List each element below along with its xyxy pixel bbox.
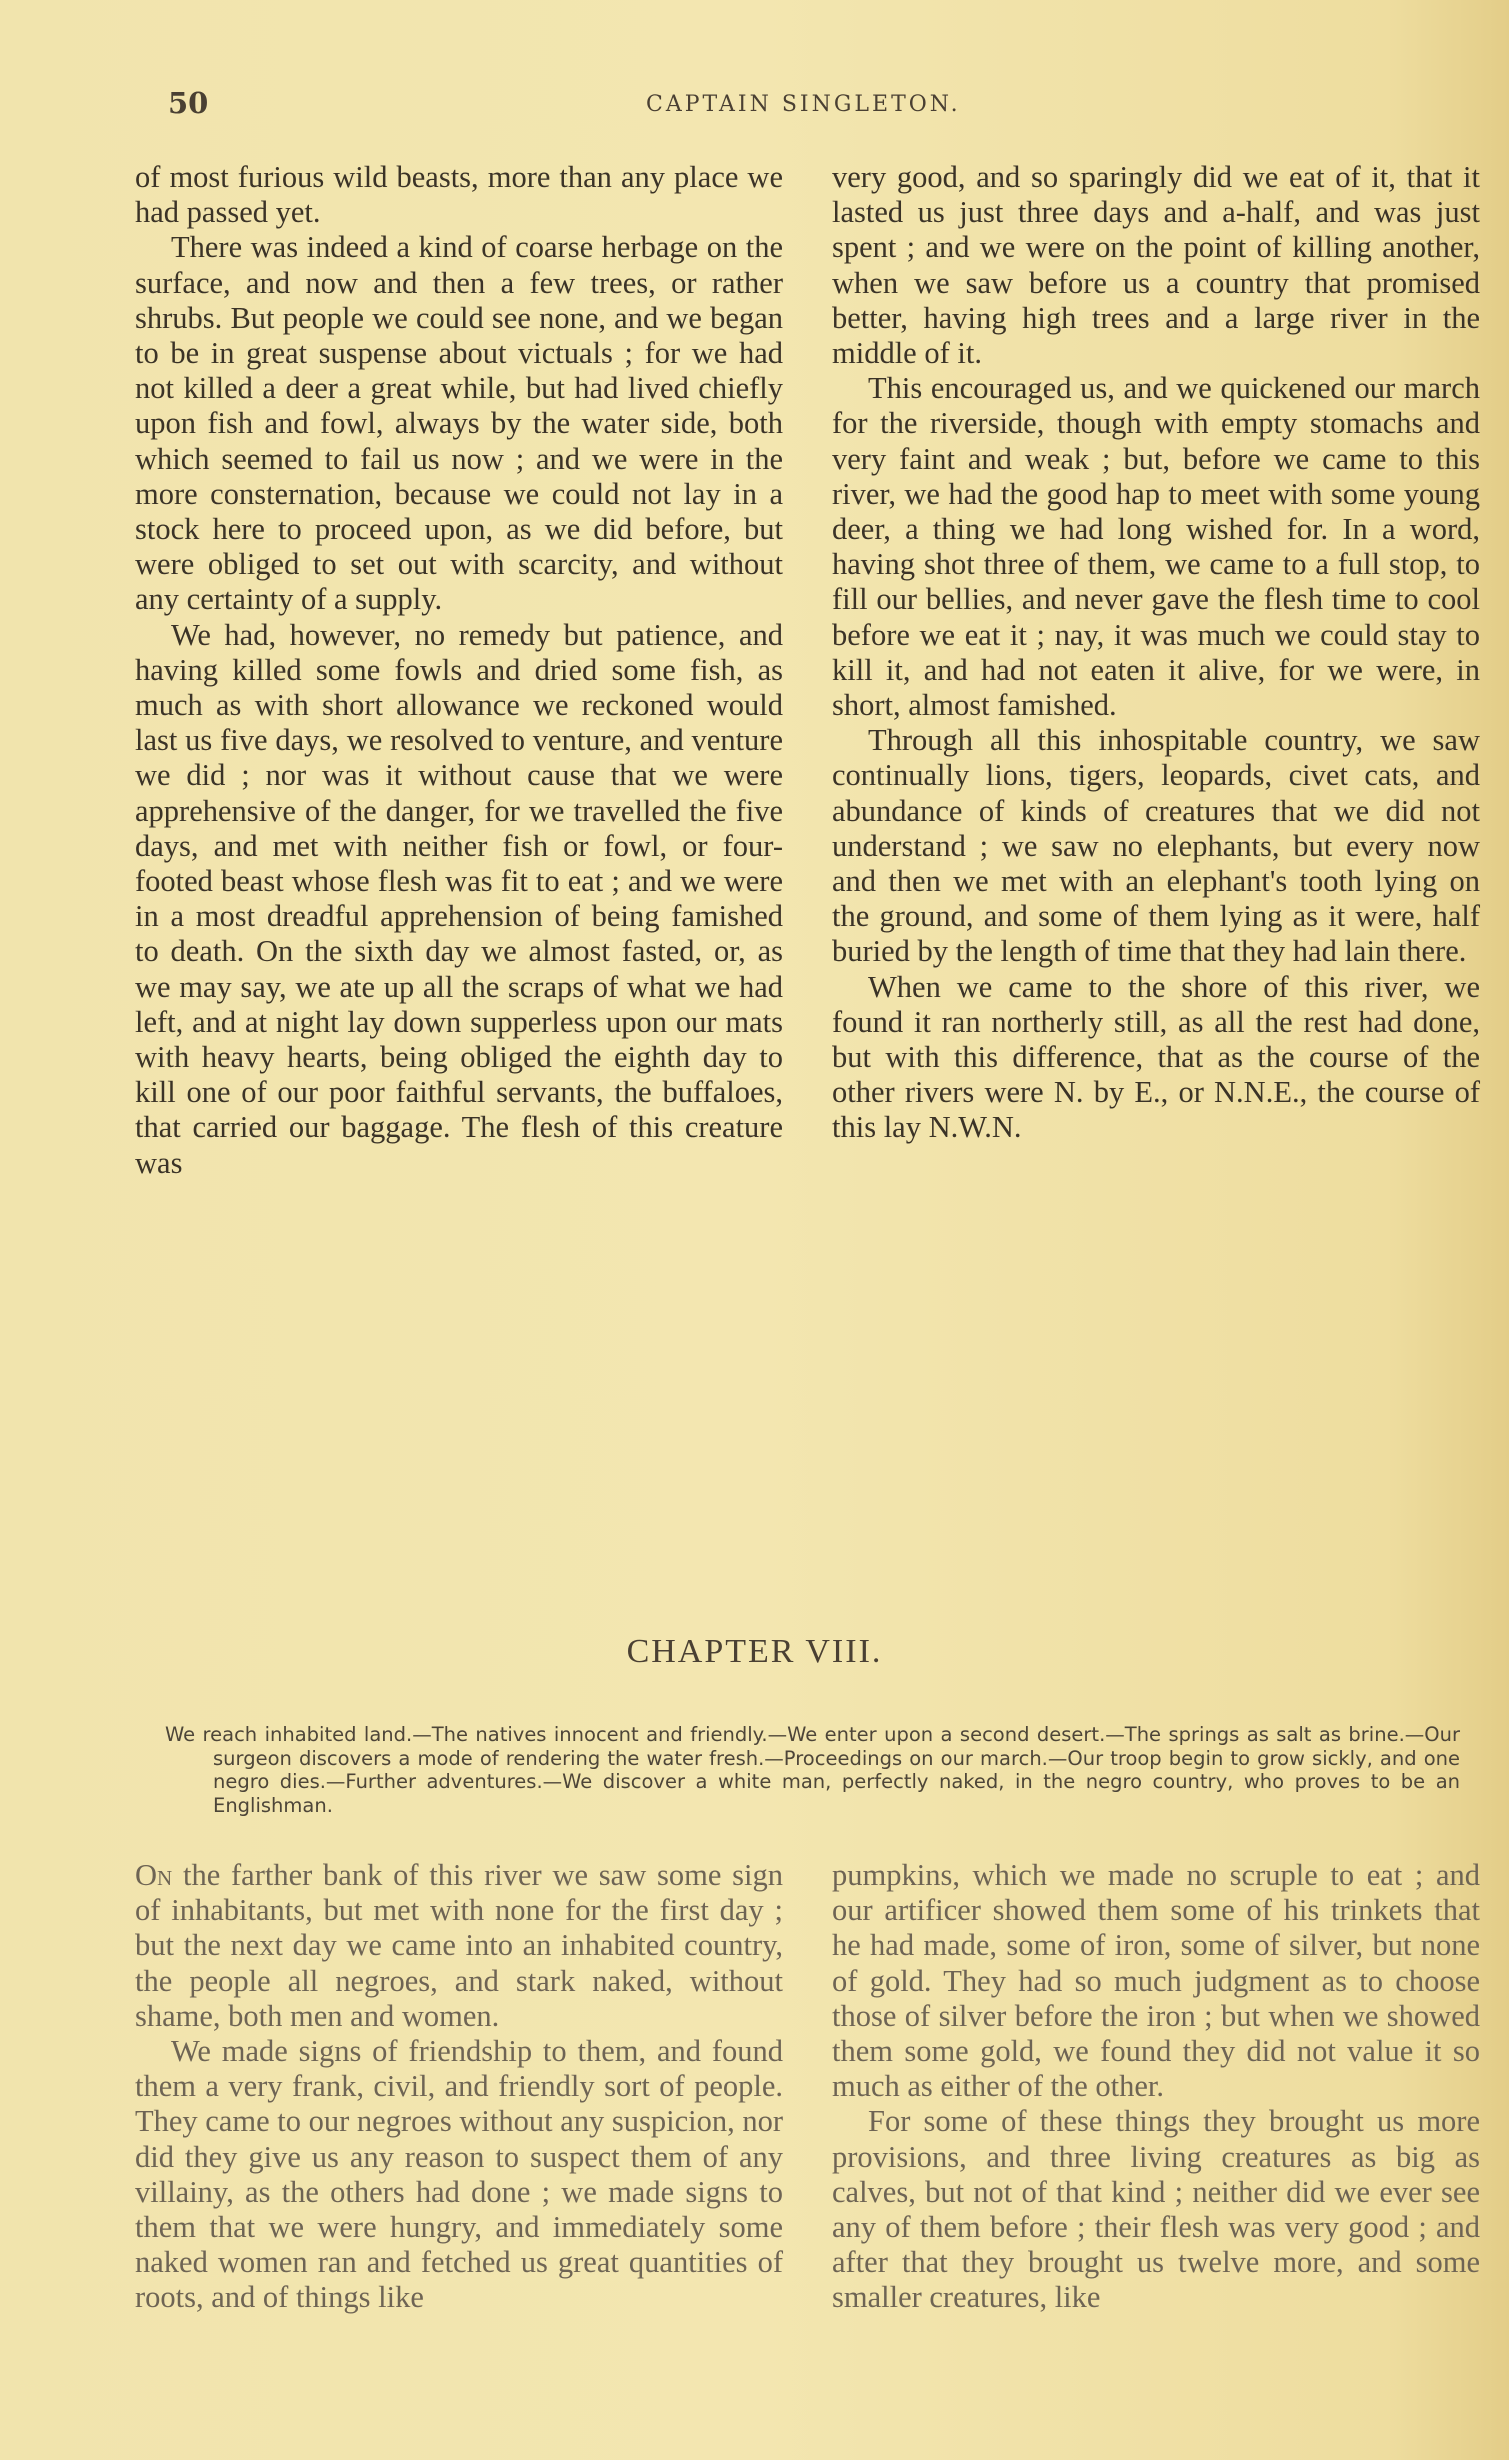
drop-word: On xyxy=(135,1858,173,1892)
chapter-title: CHAPTER VIII. xyxy=(626,1633,883,1670)
top-left-column xyxy=(135,160,783,1181)
paragraph: For some of these things they brought us more provisions, and three living creatures as big as calves, but not of that kind ; neither did we ever see any of them before ; their flesh was very good ; and after that they brought us twelve more, and some smaller creatures, like xyxy=(832,2104,1480,2315)
bottom-left-column xyxy=(135,1858,783,2316)
chapter-summary xyxy=(165,1723,1460,1817)
page-header xyxy=(168,86,1479,126)
top-right-column xyxy=(832,160,1480,1146)
paragraph: very good, and so sparingly did we eat of it, that it lasted us just three days and a-half, and was just spent ; and we were on the point of killing another, when we saw before us a country that promised better, having high trees and a large river in the middle of it. xyxy=(832,160,1480,371)
bottom-right-column xyxy=(832,1858,1480,2316)
paragraph-text: the farther bank of this river we saw some sign of inhabitants, but met with none for the first day ; but the next day we came into an inhabited country, the people all negroes, and stark naked, without shame, both men and women. xyxy=(135,1858,783,2033)
paragraph: pumpkins, which we made no scruple to eat ; and our artificer showed them some of his trinkets that he had made, some of iron, some of silver, but none of gold. They had so much judgment as to choose those of silver before the iron ; but when we showed them some gold, we found they did not value it so much as either of the other. xyxy=(832,1858,1480,2104)
paragraph: We made signs of friendship to them, and found them a very frank, civil, and friendly sort of people. They came to our negroes without any suspicion, nor did they give us any reason to suspect them of any villainy, as the others had done ; we made signs to them that we were hungry, and immediately some naked women ran and fetched us great quantities of roots, and of things like xyxy=(135,2034,783,2315)
paragraph: of most furious wild beasts, more than any place we had passed yet. xyxy=(135,160,783,230)
chapter-summary-text: We reach inhabited land.—The natives innocent and friendly.—We enter upon a second desert.—The springs as salt as brine.—Our surgeon discovers a mode of rendering the water fresh.—Proceedings on our march.—Our troop begin to grow sickly, and one negro dies.—Further adventures.—We discover a white man, perfectly naked, in the negro country, who proves to be an Englishman. xyxy=(165,1723,1460,1817)
running-head: CAPTAIN SINGLETON. xyxy=(646,92,961,117)
paragraph: When we came to the shore of this river, we found it ran northerly still, as all the rest had done, but with this difference, that as the course of the other rivers were N. by E., or N.N.E., the course of this lay N.W.N. xyxy=(832,969,1480,1145)
paragraph: We had, however, no remedy but patience, and having killed some fowls and dried some fish, as much as with short allowance we reckoned would last us five days, we resolved to venture, and venture we did ; nor was it without cause that we were apprehensive of the danger, for we travelled the five days, and met with neither fish or fowl, or four-footed beast whose flesh was fit to eat ; and we were in a most dreadful apprehension of being famished to death. On the sixth day we almost fasted, or, as we may say, we ate up all the scraps of what we had left, and at night lay down supperless upon our mats with heavy hearts, being obliged the eighth day to kill one of our poor faithful servants, the buffaloes, that carried our baggage. The flesh of this creature was xyxy=(135,617,783,1180)
paragraph: Through all this inhospitable country, we saw continually lions, tigers, leopards, civet cats, and abundance of kinds of creatures that we did not understand ; we saw no elephants, but every now and then we met with an elephant's tooth lying on the ground, and some of them lying as it were, half buried by the length of time that they had lain there. xyxy=(832,723,1480,969)
page-number: 50 xyxy=(168,86,209,120)
paragraph: There was indeed a kind of coarse herbage on the surface, and now and then a few trees, or rather shrubs. But people we could see none, and we began to be in great suspense about victuals ; for we had not killed a deer a great while, but had lived chiefly upon fish and fowl, always by the water side, both which seemed to fail us now ; and we were in the more consternation, because we could not lay in a stock here to proceed upon, as we did before, but were obliged to set out with scarcity, and without any certainty of a supply. xyxy=(135,230,783,617)
paragraph xyxy=(135,1858,783,2034)
paragraph: This encouraged us, and we quickened our march for the riverside, though with empty stomachs and very faint and weak ; but, before we came to this river, we had the good hap to meet with some young deer, a thing we had long wished for. In a word, having shot three of them, we came to a full stop, to fill our bellies, and never gave the flesh time to cool before we eat it ; nay, it was much we could stay to kill it, and had not eaten it alive, for we were, in short, almost famished. xyxy=(832,371,1480,723)
